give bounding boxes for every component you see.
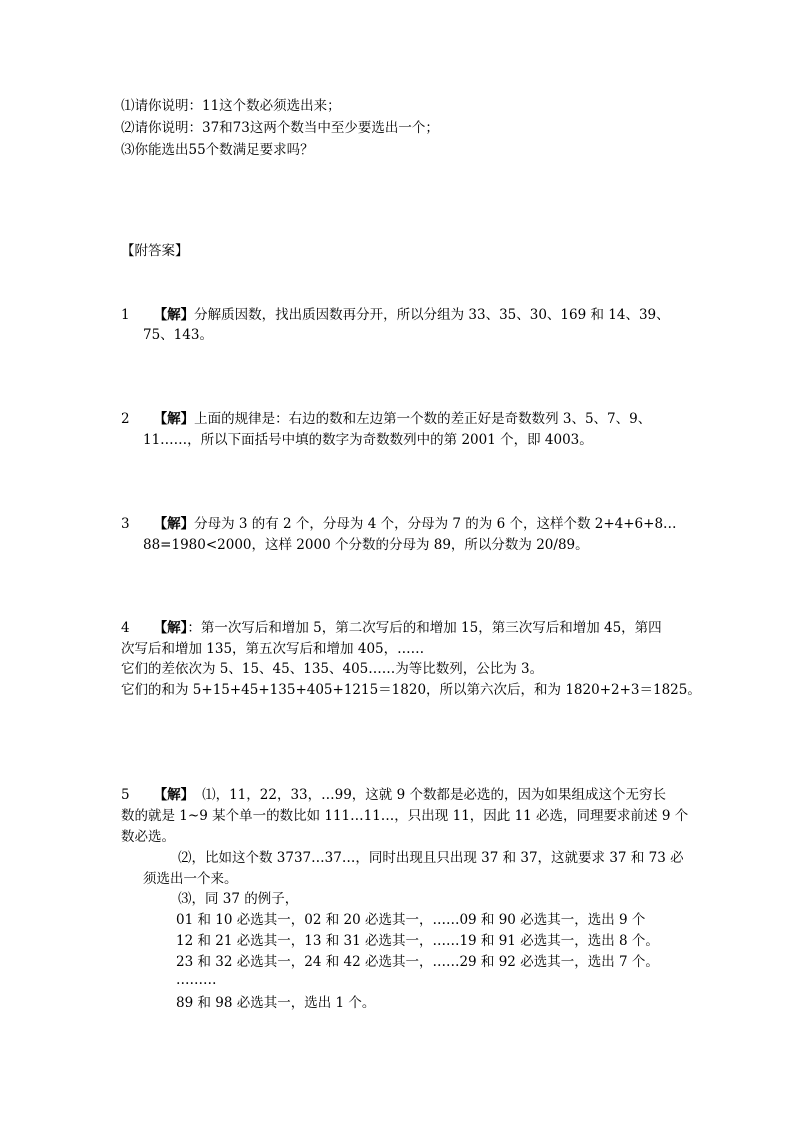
answer-text: 分解质因数，找出质因数再分开，所以分组为 33、35、30、169 和 14、39、 bbox=[194, 307, 670, 323]
answer-5-line-3: 数必选。 bbox=[121, 829, 175, 845]
answer-4-line-4: 它们的和为 5+15+45+135+405+1215＝1820，所以第六次后，和为 1820+2+3＝1825。 bbox=[121, 682, 701, 698]
answer-text: 分母为 3 的有 2 个，分母为 4 个，分母为 7 的为 6 个，这样个数 2+4+6+8… bbox=[194, 516, 677, 532]
answer-4-line-3: 它们的差依次为 5、15、45、135、405……为等比数列，公比为 3。 bbox=[121, 661, 544, 677]
answer-5-ellipsis: ……… bbox=[176, 972, 217, 988]
question-3: ⑶你能选出55个数满足要求吗？ bbox=[121, 142, 314, 158]
answer-5-line-7: 01 和 10 必选其一，02 和 20 必选其一，……09 和 90 必选其一，选出 9 个 bbox=[176, 912, 646, 928]
answer-text: ⑴，11，22，33，…99，这就 9 个数都是必选的，因为如果组成这个无穷长 bbox=[202, 787, 666, 803]
answer-2-line-2: 11……，所以下面括号中填的数字为奇数数列中的第 2001 个，即 4003。 bbox=[143, 432, 593, 448]
answer-4-line-2: 次写后和增加 135，第五次写后和增加 405，…… bbox=[121, 641, 425, 657]
answer-tag: 【解】 bbox=[153, 516, 195, 532]
answer-number: 2 bbox=[121, 411, 130, 427]
question-1: ⑴请你说明：11这个数必须选出来； bbox=[121, 98, 341, 114]
answer-text: 上面的规律是：右边的数和左边第一个数的差正好是奇数数列 3、5、7、9、 bbox=[194, 411, 652, 427]
answer-1-line-2: 75、143。 bbox=[143, 327, 213, 343]
answer-number: 5 bbox=[121, 787, 130, 803]
answer-5-line-8: 12 和 21 必选其一，13 和 31 必选其一，……19 和 91 必选其一，选出 8 个。 bbox=[176, 933, 659, 949]
answer-heading: 【附答案】 bbox=[121, 243, 189, 259]
answer-5-line-11: 89 和 98 必选其一，选出 1 个。 bbox=[176, 995, 376, 1011]
answer-number: 3 bbox=[121, 516, 130, 532]
answer-tag: 【解】 bbox=[153, 620, 188, 636]
question-2: ⑵请你说明：37和73这两个数当中至少要选出一个； bbox=[121, 120, 439, 136]
answer-text: ：第一次写后和增加 5，第二次写后的和增加 15，第三次写后和增加 45，第四 bbox=[187, 620, 662, 636]
answer-3-line-2: 88=1980<2000，这样 2000 个分数的分母为 89，所以分数为 20/89。 bbox=[143, 537, 589, 553]
answer-5-line-5: 须选出一个来。 bbox=[143, 871, 238, 887]
answer-2-line-1 bbox=[121, 409, 651, 429]
answer-tag: 【解】 bbox=[153, 787, 195, 803]
answer-5-line-2: 数的就是 1~9 某个单一的数比如 111…11…，只出现 11，因此 11 必选，同理要求前述 9 个 bbox=[121, 808, 689, 824]
answer-number: 1 bbox=[121, 307, 130, 323]
answer-5-line-4: ⑵，比如这个数 3737…37…，同时出现且只出现 37 和 37，这就要求 37 和 73 必 bbox=[178, 850, 684, 866]
answer-5-line-1 bbox=[121, 785, 666, 805]
answer-number: 4 bbox=[121, 620, 130, 636]
answer-tag: 【解】 bbox=[153, 411, 195, 427]
answer-5-line-6: ⑶，同 37 的例子， bbox=[178, 891, 299, 907]
answer-4-line-1 bbox=[121, 618, 662, 638]
answer-tag: 【解】 bbox=[153, 307, 195, 323]
answer-3-line-1 bbox=[121, 514, 677, 534]
answer-5-line-9: 23 和 32 必选其一，24 和 42 必选其一，……29 和 92 必选其一，选出 7 个。 bbox=[176, 954, 659, 970]
answer-1-line-1 bbox=[121, 305, 670, 325]
